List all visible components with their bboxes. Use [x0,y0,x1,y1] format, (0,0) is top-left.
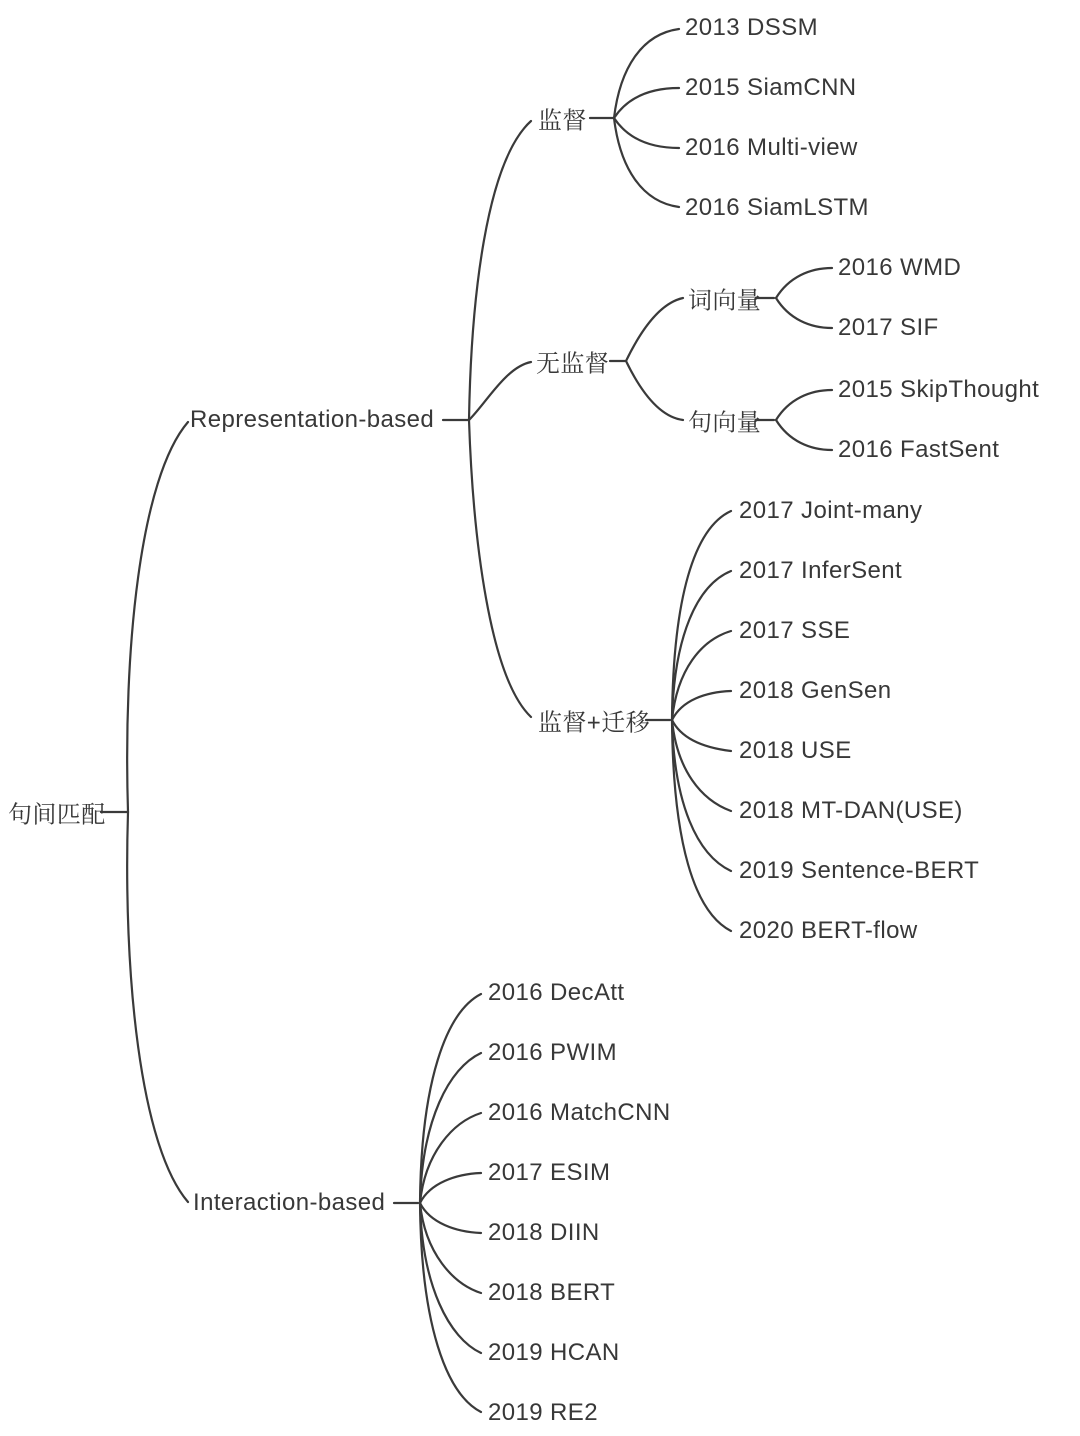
leaf-sif: 2017 SIF [838,314,939,341]
leaf-use: 2018 USE [739,737,852,764]
leaf-mt-dan-use: 2018 MT-DAN(USE) [739,797,963,824]
edge-interaction-to-re2 [420,1203,481,1412]
leaf-re2: 2019 RE2 [488,1399,598,1426]
edge-transfer-to-gensen [672,691,731,720]
leaf-wmd: 2016 WMD [838,254,962,281]
edge-interaction-to-diin [420,1203,481,1233]
leaf-skipthought: 2015 SkipThought [838,376,1040,403]
edge-unsupervised-to-word-vector [626,298,683,361]
edge-transfer-to-sentence-bert [672,720,731,871]
edge-representation-to-unsupervised [469,362,531,420]
edge-representation-to-supervised [469,121,531,420]
leaf-gensen: 2018 GenSen [739,677,892,704]
edge-sentence-vector-to-skipthought [776,390,832,420]
node-root: 句间匹配 [8,801,106,829]
node-supervised-transfer: 监督+迁移 [538,709,651,737]
leaf-esim: 2017 ESIM [488,1159,611,1186]
edge-interaction-to-decatt [420,994,481,1203]
node-interaction-based: Interaction-based [193,1189,386,1216]
edge-word-vector-to-sif [776,298,832,328]
node-sentence-vector: 句向量 [688,409,762,437]
leaf-pwim: 2016 PWIM [488,1039,617,1066]
node-unsupervised: 无监督 [536,350,610,378]
leaf-hcan: 2019 HCAN [488,1339,620,1366]
edge-transfer-to-use [672,720,731,751]
edge-supervised-to-siamlstm [614,118,679,207]
edge-transfer-to-infersent [672,571,731,720]
edge-supervised-to-multi-view [614,118,679,148]
edge-word-vector-to-wmd [776,268,832,298]
leaf-infersent: 2017 InferSent [739,557,903,584]
leaf-joint-many: 2017 Joint-many [739,497,923,524]
edge-interaction-to-esim [420,1173,481,1203]
edge-root-to-interaction [127,812,188,1202]
leaf-siamlstm: 2016 SiamLSTM [685,194,869,221]
leaf-fastsent: 2016 FastSent [838,436,1000,463]
edge-transfer-to-bert-flow [672,720,731,931]
leaf-siamcnn: 2015 SiamCNN [685,74,857,101]
leaf-matchcnn: 2016 MatchCNN [488,1099,671,1126]
edge-sentence-vector-to-fastsent [776,420,832,450]
leaf-multi-view: 2016 Multi-view [685,134,858,161]
edge-representation-to-supervised-transfer [469,420,531,717]
edge-supervised-to-dssm [614,29,679,118]
node-supervised: 监督 [538,107,587,135]
edge-supervised-to-siamcnn [614,88,679,118]
leaf-dssm: 2013 DSSM [685,14,818,41]
edge-interaction-to-hcan [420,1203,481,1353]
leaf-bert-flow: 2020 BERT-flow [739,917,918,944]
leaf-sentence-bert: 2019 Sentence-BERT [739,857,980,884]
leaf-sse: 2017 SSE [739,617,851,644]
leaf-bert: 2018 BERT [488,1279,616,1306]
edge-unsupervised-to-sentence-vector [626,361,683,420]
edge-interaction-to-pwim [420,1053,481,1203]
node-word-vector: 词向量 [688,287,762,315]
edge-transfer-to-joint-many [672,511,731,720]
node-representation-based: Representation-based [190,406,435,433]
leaf-decatt: 2016 DecAtt [488,979,625,1006]
leaf-diin: 2018 DIIN [488,1219,600,1246]
edge-root-to-representation [127,422,188,812]
